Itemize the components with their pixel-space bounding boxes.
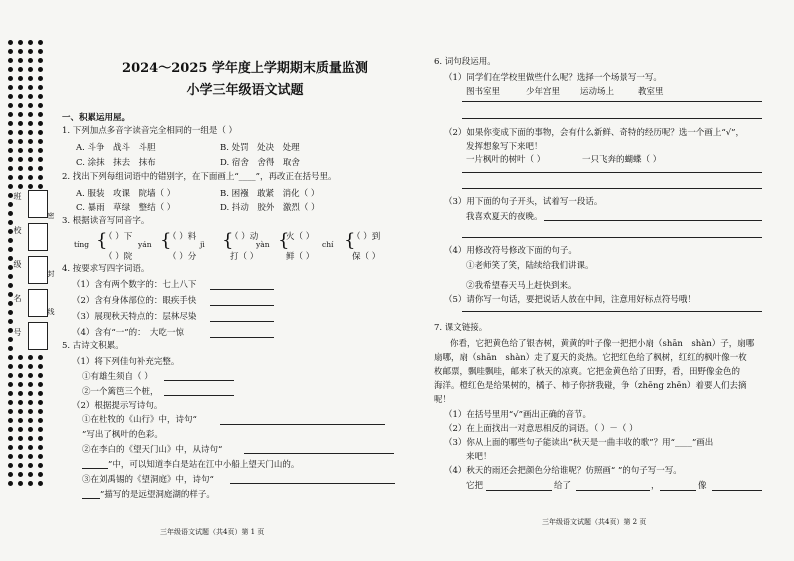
q4-item-3: （3）展现秋天特点的：层林尽染 (72, 312, 197, 322)
binding-dot (8, 67, 13, 72)
q7-1-prompt: （1）在括号里用“√”画出正确的音节。 (444, 410, 592, 420)
q3-blank-top[interactable]: 火（ ） (286, 232, 315, 242)
q6-4-prompt: （4）用修改符号修改下面的句子。 (444, 246, 577, 256)
q4-item-1: （1）含有两个数字的：七上八下 (72, 280, 197, 290)
q6-3-answer-line-1[interactable] (544, 220, 762, 221)
number-field[interactable] (28, 322, 48, 350)
q6-3-starter: 我喜欢夏天的夜晚。 (466, 212, 543, 222)
binding-dot (8, 85, 13, 90)
binding-dot (28, 373, 33, 378)
q7-2-prompt: （2）在上面找出一对意思相反的词语。（ ）－（ ） (444, 424, 638, 434)
binding-dot (18, 400, 23, 405)
binding-dot (28, 76, 33, 81)
binding-dot (38, 40, 43, 45)
binding-dot (8, 481, 13, 486)
binding-dot (8, 418, 13, 423)
exam-subtitle: 小学三年级语文试题 (186, 83, 304, 98)
q2-option-a[interactable]: A. 服装 攻课 院墙（ ） (76, 189, 176, 199)
binding-dot (38, 445, 43, 450)
binding-dot (8, 157, 13, 162)
q3-blank-bottom[interactable]: 鲜（ ） (286, 252, 315, 262)
binding-dot (28, 139, 33, 144)
binding-dot (18, 472, 23, 477)
binding-dot (28, 454, 33, 459)
q3-brace: { (278, 230, 290, 251)
q3-brace: { (96, 230, 108, 251)
name-field[interactable] (28, 289, 48, 317)
q6-3-prompt: （3）用下面的句子开头，试着写一段话。 (444, 197, 603, 207)
binding-dot (28, 391, 33, 396)
class-field[interactable] (28, 190, 48, 218)
binding-dot (38, 76, 43, 81)
q6-2-prompt-b: 发挥想象写下来吧！ (466, 142, 543, 152)
q3-blank-bottom[interactable]: （ ）分 (168, 252, 197, 262)
binding-dot (38, 436, 43, 441)
binding-dot (38, 121, 43, 126)
binding-label-name: 名 (13, 294, 22, 302)
q3-pinyin: yàn (256, 240, 270, 249)
q6-1-answer-line-2[interactable] (462, 118, 762, 119)
q7-4-blank-4[interactable] (712, 490, 762, 491)
binding-dot (18, 94, 23, 99)
binding-dot (38, 94, 43, 99)
q3-pinyin: chí (322, 240, 334, 249)
q6-1-answer-line-1[interactable] (462, 101, 762, 102)
q1-option-b[interactable]: B. 处罚 处决 处理 (220, 143, 300, 153)
binding-dot (28, 40, 33, 45)
binding-dot (8, 472, 13, 477)
q6-4-sentence-2[interactable]: ②我希望春天马上赶快到来。 (466, 281, 577, 291)
binding-dot (18, 418, 23, 423)
binding-dot (38, 400, 43, 405)
q5-2b-prefix-line[interactable] (82, 468, 108, 469)
binding-dot (38, 58, 43, 63)
binding-dot (18, 382, 23, 387)
q6-5-answer-line[interactable] (462, 311, 762, 312)
q4-stem: 4. 按要求写四字词语。 (62, 264, 150, 274)
binding-dot (18, 76, 23, 81)
q3-pinyin: yán (138, 240, 152, 249)
q7-passage-line-2: 扇哪，扇（shān shàn）走了夏天的炎热。它把红色给了枫树，红红的枫叶像一枚 (434, 353, 747, 363)
binding-dot (38, 427, 43, 432)
binding-info (12, 190, 55, 360)
page-1-footer: 三年级语文试题（共4页）第 1 页 (160, 528, 265, 536)
binding-dot (28, 166, 33, 171)
binding-dot (38, 103, 43, 108)
binding-dot (38, 364, 43, 369)
page-2-footer: 三年级语文试题（共4页）第 2 页 (542, 518, 647, 526)
binding-dot (8, 364, 13, 369)
binding-dot (18, 67, 23, 72)
binding-dot (18, 157, 23, 162)
q2-stem: 2. 找出下列每组词语中的错别字，在下面画上“____”，再改正在括号里。 (62, 172, 337, 182)
q1-option-c[interactable]: C. 涂抹 抹去 抹布 (76, 158, 156, 168)
q5-2a-answer-line[interactable] (220, 424, 385, 425)
q3-blank-bottom[interactable]: 保（ ） (352, 252, 381, 262)
q2-option-b[interactable]: B. 困襁 敢紧 消化（ ） (220, 189, 320, 199)
binding-dot (8, 409, 13, 414)
q3-blank-top[interactable]: （ ）料 (168, 232, 197, 242)
q4-answer-line-2[interactable] (210, 305, 274, 306)
q3-stem: 3. 根据读音写同音字。 (62, 216, 150, 226)
q5-stem: 5. 古诗文积累。 (62, 341, 124, 351)
binding-dot (28, 427, 33, 432)
q5-part-1: （1）将下列佳句补充完整。 (72, 357, 180, 367)
binding-dot (8, 400, 13, 405)
q6-1-option-2[interactable]: 少年宫里 (526, 87, 561, 97)
seal-char-3: 线 (47, 308, 55, 315)
binding-dot (8, 112, 13, 117)
q5-2-line-a: ①在杜牧的《山行》中，诗句“ (82, 415, 197, 425)
binding-dot (8, 166, 13, 171)
binding-dot (38, 409, 43, 414)
binding-dot (28, 382, 33, 387)
q5-2-line-a2: ”写出了枫叶的色彩。 (82, 430, 163, 440)
q4-answer-line-4[interactable] (210, 337, 274, 338)
binding-dot (38, 139, 43, 144)
q5-2b-answer-line[interactable] (244, 453, 394, 454)
binding-dot (28, 472, 33, 477)
binding-dot (8, 148, 13, 153)
binding-dot (28, 364, 33, 369)
binding-dot (28, 436, 33, 441)
binding-dot (8, 436, 13, 441)
q5-1b-answer-line[interactable] (164, 395, 234, 396)
q4-answer-line-1[interactable] (210, 289, 274, 290)
q6-3-answer-line-2[interactable] (462, 237, 762, 238)
binding-dot (8, 445, 13, 450)
binding-label-grade: 级 (13, 260, 22, 268)
binding-dot (8, 103, 13, 108)
binding-dot (18, 373, 23, 378)
q1-option-a[interactable]: A. 斗争 战斗 斗胆 (76, 143, 156, 153)
q6-1-option-3[interactable]: 运动场上 (580, 87, 615, 97)
binding-dot (28, 418, 33, 423)
binding-dot (18, 103, 23, 108)
binding-dot (18, 58, 23, 63)
binding-dot (28, 175, 33, 180)
q3-blank-top[interactable]: （ ）到 (352, 232, 381, 242)
q2-option-d[interactable]: D. 抖动 胶外 激烈（ ） (220, 203, 320, 213)
binding-dot (18, 481, 23, 486)
q6-2-option-2[interactable]: 一只飞奔的蝴蝶（ ） (582, 155, 662, 165)
binding-dot (28, 103, 33, 108)
q1-option-d[interactable]: D. 宿舍 舍得 取舍 (220, 158, 300, 168)
binding-dot (38, 49, 43, 54)
binding-dot (18, 148, 23, 153)
q5-2c-prefix-line[interactable] (82, 498, 100, 499)
binding-dot (38, 148, 43, 153)
binding-dot (28, 67, 33, 72)
grade-field[interactable] (28, 256, 48, 284)
binding-dot (18, 184, 23, 189)
q7-stem: 7. 课文链接。 (434, 323, 488, 333)
binding-dot (28, 94, 33, 99)
binding-dot (8, 121, 13, 126)
q5-part-2: （2）根据提示写诗句。 (72, 401, 163, 411)
q7-4-prompt: （4）秋天的雨还会把颜色分给谁呢？仿照画“ ”的句子写一写。 (444, 466, 682, 476)
school-field[interactable] (28, 223, 48, 251)
q5-2-line-b2: ”中，可以知道李白是站在江中小船上望天门山的。 (108, 460, 300, 470)
binding-dot (18, 454, 23, 459)
q7-3-prompt-a: （3）你从上面的哪些句子能读出“秋天是一曲丰收的歌”？用“____”画出 (444, 438, 714, 448)
binding-dot (28, 49, 33, 54)
q3-brace: { (160, 230, 172, 251)
binding-dot (18, 112, 23, 117)
q7-4-blank-2[interactable] (576, 490, 650, 491)
binding-dot (28, 409, 33, 414)
binding-dot (18, 463, 23, 468)
binding-dot (18, 364, 23, 369)
binding-dot (8, 427, 13, 432)
q7-4-word-4: 像 (698, 481, 707, 491)
binding-dot (18, 166, 23, 171)
binding-dot (28, 400, 33, 405)
q4-item-2: （2）含有身体部位的：眼疾手快 (72, 296, 197, 306)
q3-pinyin: tíng (74, 240, 90, 249)
binding-dot (28, 184, 33, 189)
binding-dot (38, 130, 43, 135)
q3-blank-bottom[interactable]: 打（ ） (230, 252, 259, 262)
binding-dot (8, 76, 13, 81)
binding-label-number: 号 (13, 328, 22, 336)
q4-item-4: （4）含有“一”的： 大吃一惊 (72, 328, 184, 338)
binding-dot (28, 130, 33, 135)
binding-dot (28, 58, 33, 63)
q3-blank-bottom[interactable]: （ ）院 (104, 252, 133, 262)
q3-pinyin: jì (200, 240, 205, 249)
binding-dot (8, 463, 13, 468)
seal-char-1: 密 (47, 212, 55, 219)
binding-dot (8, 40, 13, 45)
q6-5-prompt: （5）请你写一句话，要把说话人放在中间，注意用好标点符号哦！ (444, 295, 696, 305)
q7-4-blank-1[interactable] (486, 490, 552, 491)
q6-1-option-1[interactable]: 图书室里 (466, 87, 501, 97)
binding-dot (28, 157, 33, 162)
q5-2c-answer-line[interactable] (230, 483, 395, 484)
q7-4-word-2: 给了 (554, 481, 572, 491)
binding-dot (38, 454, 43, 459)
binding-dot (8, 94, 13, 99)
q6-4-sentence-1[interactable]: ①老师笑了笑，陆续给我们讲课。 (466, 261, 594, 271)
binding-dot (38, 112, 43, 117)
q7-passage-line-1: 你看，它把黄色给了银杏树，黄黄的叶子像一把把小扇（shān shàn）子，扇哪 (450, 339, 755, 349)
q2-option-c[interactable]: C. 暴雨 草绿 整结（ ） (76, 203, 176, 213)
q5-2-line-c: ③在刘禹锡的《望洞庭》中，诗句“ (82, 475, 214, 485)
binding-dot (8, 130, 13, 135)
binding-dot (18, 85, 23, 90)
binding-dot (18, 49, 23, 54)
q1-stem: 1. 下列加点多音字读音完全相同的一组是（ ） (62, 126, 238, 136)
q7-passage-line-4: 海洋。橙红色是给果树的，橘子、柿子你挤我碰，争（zhēng zhēn）着要人们去摘 (434, 381, 747, 391)
binding-dot (8, 175, 13, 180)
binding-dot (18, 175, 23, 180)
q6-stem: 6. 词句段运用。 (434, 57, 496, 67)
binding-dot (38, 67, 43, 72)
binding-dot (8, 184, 13, 189)
q5-2-line-c2: ”描写的是远望洞庭湖的样子。 (100, 490, 215, 500)
binding-dot (18, 436, 23, 441)
binding-dot (18, 139, 23, 144)
binding-dot (38, 175, 43, 180)
q3-blank-top[interactable]: （ ）下 (104, 232, 133, 242)
binding-dot (18, 130, 23, 135)
binding-dot (38, 85, 43, 90)
q7-4-blank-3[interactable] (660, 490, 696, 491)
binding-dot (38, 463, 43, 468)
q7-passage-line-5: 呢！ (434, 395, 452, 405)
binding-dot (18, 409, 23, 414)
binding-label-school: 校 (13, 226, 22, 234)
binding-dot (18, 40, 23, 45)
q7-4-word-3: ， (651, 481, 660, 491)
q5-1a-answer-line[interactable] (164, 380, 234, 381)
exam-title: 2024～2025 学年度上学期期末质量监测 (122, 61, 368, 76)
q5-1-line-b: ②一个篱笆三个桩， (82, 387, 159, 397)
binding-dot (18, 445, 23, 450)
q6-2-option-1[interactable]: 一片枫叶的树叶（ ） (466, 155, 546, 165)
q7-passage-line-3: 枚邮票，飘哇飘哇，邮来了秋天的凉爽。它把金黄色给了田野，看，田野像金色的 (434, 367, 741, 377)
binding-dot (38, 184, 43, 189)
binding-dot (18, 121, 23, 126)
binding-dot (38, 472, 43, 477)
binding-dot (28, 121, 33, 126)
q3-brace: { (222, 230, 234, 251)
binding-dot (8, 373, 13, 378)
binding-dot (8, 391, 13, 396)
q3-brace: { (344, 230, 356, 251)
binding-dot (8, 49, 13, 54)
binding-dot (18, 427, 23, 432)
q6-2-answer-line-1[interactable] (462, 172, 762, 173)
binding-dot (38, 391, 43, 396)
binding-dot (28, 148, 33, 153)
q6-2-prompt-a: （2）如果你变成下面的事物，会有什么新鲜、奇特的经历呢？选一个画上“√”， (444, 128, 745, 138)
binding-dot (18, 391, 23, 396)
binding-dot (28, 112, 33, 117)
binding-dot (28, 463, 33, 468)
binding-dot (38, 481, 43, 486)
q7-3-prompt-b: 来吧！ (466, 452, 492, 462)
q6-1-option-4[interactable]: 教室里 (638, 87, 664, 97)
binding-dot (28, 445, 33, 450)
q5-1-line-a: ①有雄生须自（ ） (82, 372, 153, 382)
q7-4-word-1: 它把 (466, 481, 484, 491)
q6-2-answer-line-2[interactable] (462, 188, 762, 189)
binding-dot (28, 481, 33, 486)
binding-label-class: 班 (13, 192, 22, 200)
binding-dot (38, 382, 43, 387)
q3-blank-top[interactable]: （ ）动 (230, 232, 259, 242)
binding-dot (8, 454, 13, 459)
binding-dot (38, 418, 43, 423)
binding-dot (38, 373, 43, 378)
binding-dot (8, 58, 13, 63)
q4-answer-line-3[interactable] (210, 321, 274, 322)
binding-dot (28, 85, 33, 90)
q6-1-prompt: （1）同学们在学校里做些什么呢？选择一个场景写一写。 (444, 73, 662, 83)
seal-char-2: 封 (47, 270, 55, 277)
binding-dot (8, 139, 13, 144)
binding-dot (8, 382, 13, 387)
binding-dot (38, 157, 43, 162)
binding-dot (38, 166, 43, 171)
q5-2-line-b: ②在李白的《望天门山》中，从诗句“ (82, 445, 223, 455)
section-1-heading: 一、积累运用屋。 (62, 113, 131, 123)
